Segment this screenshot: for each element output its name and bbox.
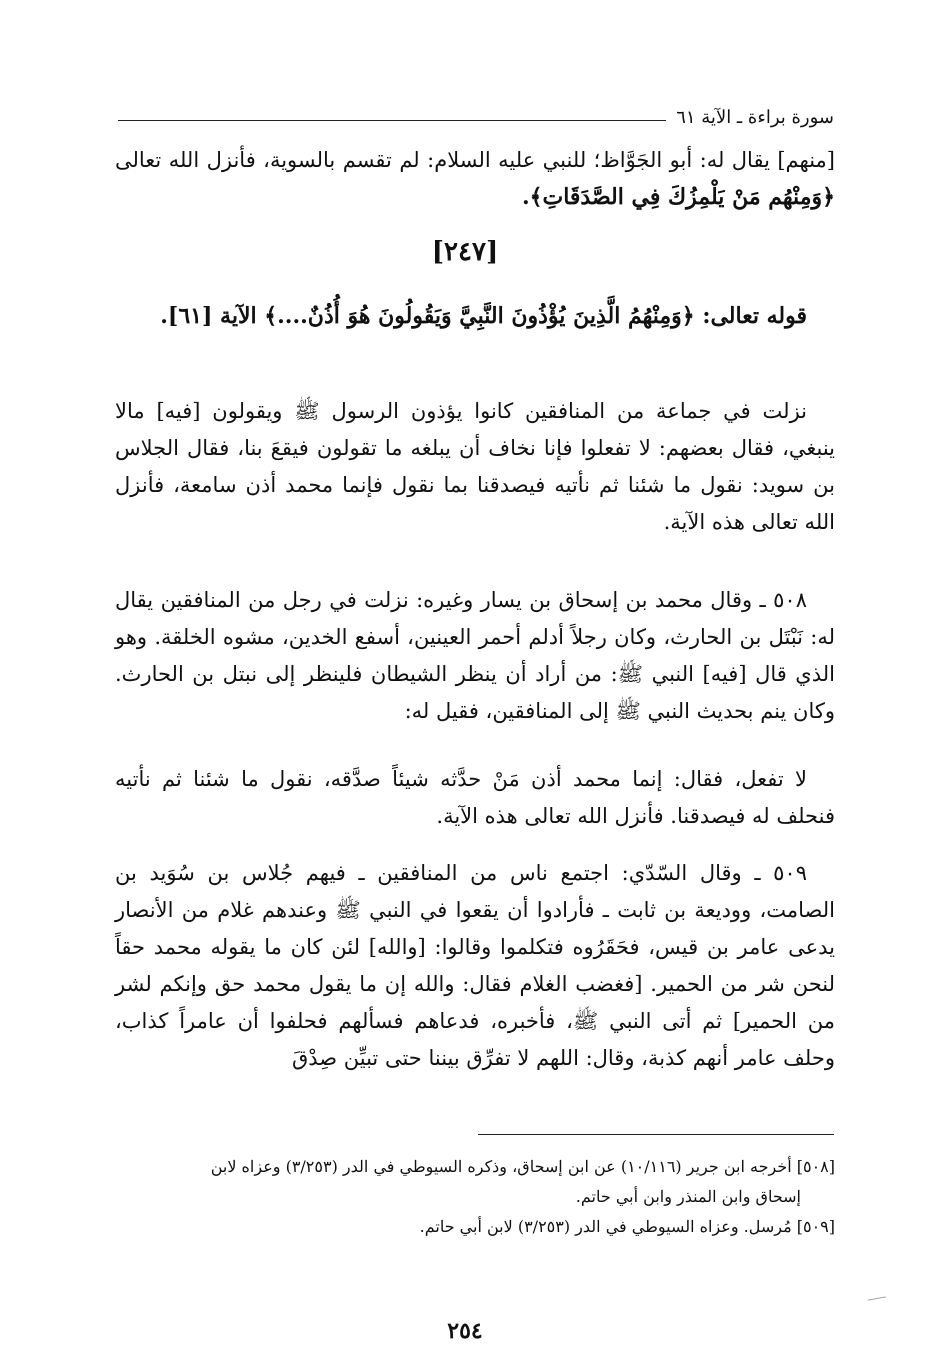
- running-header: [118, 104, 834, 130]
- page-number: ٢٥٤: [447, 1318, 483, 1344]
- scan-mark: [868, 1296, 886, 1300]
- footnote-rule: [478, 1134, 834, 1135]
- paragraph-509: ٥٠٩ ـ وقال السّدّي: اجتمع ناس من المنافقين ـ فيهم جُلاس بن سُوَيد بن الصامت، ووديعة بن ثابت ـ فأرادوا أن يقعوا في النبي ﷺ وعندهم غلام من الأنصار يدعى عامر بن قيس، فحَقَرُوه فتكلموا وقالوا: [والله] لئن كان ما يقوله محمد حقاً لنحن شر من الحمير. [فغضب الغلام فقال: والله إن ما يقول محمد حق وإنكم لشر من الحمير] ثم أتى النبي ﷺ، فأخبره، فدعاهم فسألهم فحلفوا أن عامراً كذاب، وحلف عامر أنهم كذبة، وقال: اللهم لا تفرِّق بيننا حتى تبيِّن صِدْقَ: [115, 861, 835, 1070]
- footnote-508: [٥٠٨] أخرجه ابن جرير (١٠/١١٦) عن ابن إسحاق، وذكره السيوطي في الدر (٣/٢٥٣) وعزاه لابن: [210, 1157, 835, 1176]
- footnote-509: [٥٠٩] مُرسل. وعزاه السيوطي في الدر (٣/٢٥٣) لابن أبي حاتم.: [419, 1217, 835, 1236]
- intro-ayah: ﴿وَمِنْهُم مَنْ يَلْمِزُكَ فِي الصَّدَقَاتِ﴾.: [521, 184, 835, 210]
- paragraph-1: نزلت في جماعة من المنافقين كانوا يؤذون الرسول ﷺ ويقولون [فيه] مالا ينبغي، فقال بعضهم: لا تفعلوا فإنا نخاف أن يبلغه ما تقولون فيقعَ بنا، فقال الجلاس بن سويد: نقول ما شئنا ثم نأتيه فيصدقنا بما نقول فإنما محمد أذن سامعة، فأنزل الله تعالى هذه الآية.: [115, 399, 835, 534]
- section-number: [٢٤٧]: [431, 237, 499, 267]
- footnotes: [115, 1152, 835, 1242]
- verse-text: قوله تعالى: ﴿وَمِنْهُمُ الَّذِينَ يُؤْذُونَ النَّبِيَّ وَيَقُولُونَ هُوَ أُذُنٌ....﴾ الآية [٦١].: [160, 303, 807, 329]
- paragraph-508: ٥٠٨ ـ وقال محمد بن إسحاق بن يسار وغيره: نزلت في رجل من المنافقين يقال له: نَبْتَل بن الحارث، وكان رجلاً أدلم أحمر العينين، أسفع الخدين، مشوه الخلقة. وهو الذي قال [فيه] النبي ﷺ: من أراد أن ينظر الشيطان فلينظر إلى نبتل بن الحارث. وكان ينم بحديث النبي ﷺ إلى المنافقين، فقيل له:: [115, 588, 835, 723]
- footnote-508-cont: إسحاق وابن المنذر وابن أبي حاتم.: [575, 1187, 801, 1206]
- verse-heading: [115, 298, 835, 335]
- intro-paragraph: [115, 142, 835, 216]
- header-rule: [118, 120, 666, 121]
- header-title: سورة براءة ـ الآية ٦١: [676, 106, 834, 128]
- intro-text: [منهم] يقال له: أبو الجَوَّاظ؛ للنبي عليه السلام: لم تقسم بالسوية، فأنزل الله تعالى: [115, 148, 835, 172]
- paragraph-508-cont: لا تفعل، فقال: إنما محمد أذن مَنْ حدَّثه شيئاً صدَّقه، نقول ما شئنا ثم نأتيه فنحلف له فيصدقنا. فأنزل الله تعالى هذه الآية.: [115, 767, 835, 828]
